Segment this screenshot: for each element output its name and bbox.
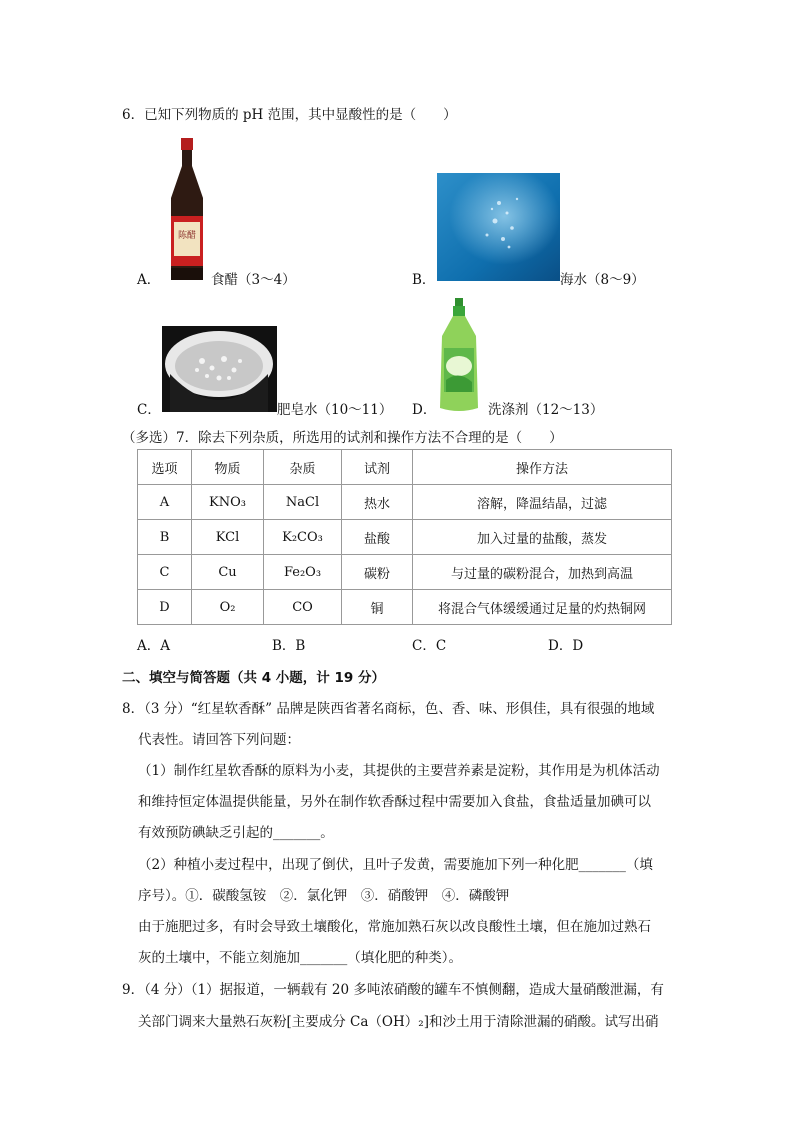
reagent-cell: 碳粉 — [342, 555, 413, 590]
table-row — [138, 590, 672, 625]
header-cell: 操作方法 — [413, 450, 672, 485]
substance-cell: KCl — [192, 520, 264, 555]
header-cell: 杂质 — [264, 450, 342, 485]
soap-water-image — [162, 326, 277, 412]
table-row — [138, 555, 672, 590]
substance-cell: Cu — [192, 555, 264, 590]
table-header-row — [138, 450, 672, 485]
q8-line-4: 和维持恒定体温提供能量，另外在制作软香酥过程中需要加入食盐，食盐适量加碘可以 — [138, 794, 651, 810]
table-row — [138, 485, 672, 520]
header-cell: 选项 — [138, 450, 192, 485]
method-cell: 将混合气体缓缓通过足量的灼热铜网 — [413, 590, 672, 625]
vinegar-label: 陈醋 — [177, 231, 197, 241]
vinegar-bottle-image — [163, 138, 211, 284]
header-cell: 物质 — [192, 450, 264, 485]
q8-line-9: 灰的土壤中，不能立刻施加_______（填化肥的种类）。 — [138, 950, 462, 966]
impurity-cell: Fe₂O₃ — [264, 555, 342, 590]
method-cell: 溶解，降温结晶，过滤 — [413, 485, 672, 520]
substance-cell: KNO₃ — [192, 485, 264, 520]
q7-answer-d: D．D — [548, 638, 584, 654]
q6-option-d-letter: D． — [412, 402, 437, 418]
sea-water-image — [437, 173, 560, 281]
q7-table — [137, 449, 672, 625]
q6-option-b-text: 海水（8～9） — [560, 272, 645, 288]
option-cell: B — [138, 520, 192, 555]
q6-option-a-letter: A． — [137, 272, 161, 288]
detergent-bottle-image — [430, 296, 488, 414]
option-cell: A — [138, 485, 192, 520]
impurity-cell: K₂CO₃ — [264, 520, 342, 555]
q7-stem: （多选）7．除去下列杂质，所选用的试剂和操作方法不合理的是（ ） — [122, 430, 563, 446]
q6-option-c-letter: C． — [137, 402, 161, 418]
header-cell: 试剂 — [342, 450, 413, 485]
q8-line-5: 有效预防碘缺乏引起的_______。 — [138, 825, 334, 841]
q7-answer-c: C．C — [412, 638, 447, 654]
impurity-cell: NaCl — [264, 485, 342, 520]
q9-line-2: 关部门调来大量熟石灰粉[主要成分 Ca（OH）₂]和沙土用于清除泄漏的硝酸。试写出硝 — [138, 1014, 659, 1030]
q8-line-8: 由于施肥过多，有时会导致土壤酸化，常施加熟石灰以改良酸性土壤，但在施加过熟石 — [138, 919, 651, 935]
q8-line-7: 序号）。①．碳酸氢铵 ②．氯化钾 ③．硝酸钾 ④．磷酸钾 — [138, 888, 510, 904]
substance-cell: O₂ — [192, 590, 264, 625]
q6-option-a-text: 食醋（3～4） — [211, 272, 296, 288]
table-row — [138, 520, 672, 555]
option-cell: D — [138, 590, 192, 625]
method-cell: 与过量的碳粉混合，加热到高温 — [413, 555, 672, 590]
q7-answer-a: A．A — [137, 638, 170, 654]
q8-line-1: 8．（3 分）“红星软香酥” 品牌是陕西省著名商标，色、香、味、形俱佳，具有很强的地域 — [122, 701, 655, 717]
q6-stem: 6．已知下列物质的 pH 范围，其中显酸性的是（ ） — [122, 107, 457, 123]
method-cell: 加入过量的盐酸，蒸发 — [413, 520, 672, 555]
q8-line-3: （1）制作红星软香酥的原料为小麦，其提供的主要营养素是淀粉，其作用是为机体活动 — [138, 763, 660, 779]
section-title: 二、填空与简答题（共 4 小题，计 19 分） — [122, 670, 385, 686]
reagent-cell: 铜 — [342, 590, 413, 625]
q8-line-2: 代表性。请回答下列问题： — [138, 732, 300, 748]
q9-line-1: 9．（4 分）（1）据报道，一辆载有 20 多吨浓硝酸的罐车不慎侧翻，造成大量硝酸泄漏，有 — [122, 982, 664, 998]
option-cell: C — [138, 555, 192, 590]
reagent-cell: 盐酸 — [342, 520, 413, 555]
reagent-cell: 热水 — [342, 485, 413, 520]
q6-option-c-text: 肥皂水（10～11） — [277, 402, 393, 418]
q8-line-6: （2）种植小麦过程中，出现了倒伏，且叶子发黄，需要施加下列一种化肥_______（填 — [138, 857, 653, 873]
q6-option-b-letter: B． — [412, 272, 436, 288]
q6-option-d-text: 洗涤剂（12～13） — [488, 402, 604, 418]
impurity-cell: CO — [264, 590, 342, 625]
q7-answer-b: B．B — [272, 638, 306, 654]
